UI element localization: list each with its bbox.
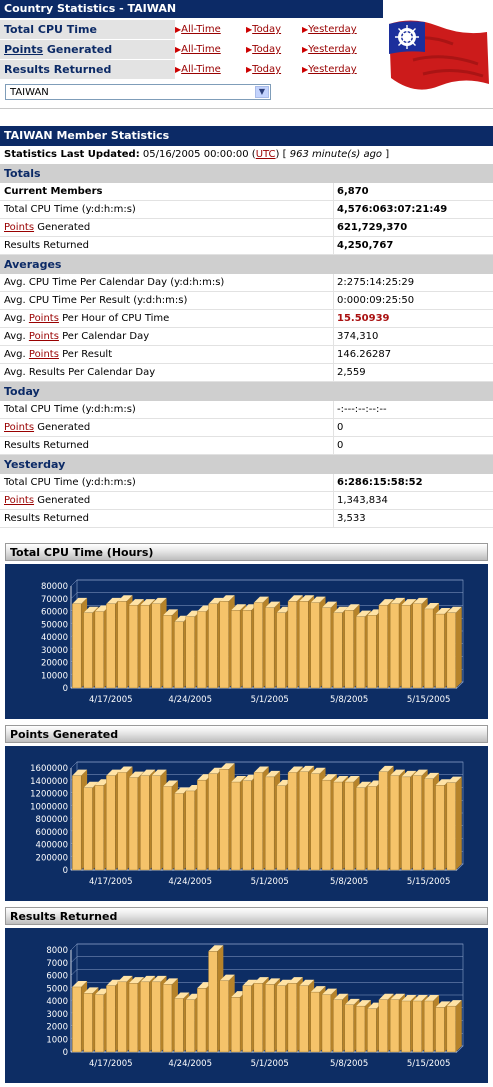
bar	[413, 604, 422, 688]
x-tick-label: 5/15/2005	[406, 877, 451, 887]
points-today-link[interactable]	[246, 40, 281, 59]
bar	[95, 995, 104, 1052]
x-tick-label: 4/24/2005	[168, 1059, 213, 1069]
points-link[interactable]: Points	[28, 313, 59, 324]
country-select[interactable]	[5, 84, 271, 100]
row-value: 4,576:063:07:21:49	[337, 204, 448, 215]
bar	[356, 617, 365, 688]
x-tick-label: 5/8/2005	[330, 1059, 369, 1069]
points-link[interactable]: Points	[28, 349, 59, 360]
bar	[277, 613, 286, 688]
y-tick-label: 20000	[40, 658, 68, 669]
x-tick-label: 5/1/2005	[250, 695, 289, 705]
row-label: Avg. Points Per Hour of CPU Time	[4, 313, 170, 324]
y-tick-label: 2000	[46, 1022, 68, 1033]
x-tick-label: 4/17/2005	[88, 877, 133, 887]
bar	[243, 781, 252, 870]
table-row	[0, 274, 493, 292]
chart-title: Points Generated	[5, 725, 488, 743]
results-all-time-link[interactable]	[175, 60, 221, 79]
results-bar-chart	[5, 928, 488, 1083]
y-tick-label: 60000	[40, 607, 68, 618]
arrow-right-icon: ▶	[175, 65, 182, 74]
bar	[84, 993, 93, 1052]
bar	[265, 608, 274, 688]
bar-side	[456, 607, 462, 688]
bar	[322, 608, 331, 688]
chart-points-generated	[0, 725, 493, 905]
bar	[288, 983, 297, 1052]
row-label: Points Generated	[4, 495, 91, 506]
bar	[436, 614, 445, 688]
bar	[345, 610, 354, 688]
y-tick-label: 200000	[35, 853, 68, 864]
chart-panel	[5, 928, 488, 1083]
table-row	[0, 419, 493, 437]
bar	[197, 612, 206, 689]
bar	[379, 772, 388, 870]
results-yesterday-text[interactable]: Yesterday	[308, 64, 357, 75]
bar	[333, 613, 342, 688]
bar	[231, 782, 240, 870]
bar	[129, 778, 138, 870]
arrow-right-icon: ▶	[246, 45, 253, 54]
row-value: 374,310	[337, 331, 379, 342]
x-tick-label: 4/24/2005	[168, 877, 213, 887]
row-value: 1,343,834	[337, 495, 388, 506]
bar	[447, 613, 456, 688]
bar	[84, 788, 93, 870]
member-stats-title: TAIWAN Member Statistics	[0, 126, 493, 146]
points-label-rest: Generated	[43, 43, 113, 56]
bar	[277, 786, 286, 870]
bar	[220, 769, 229, 870]
row-label: Avg. Points Per Calendar Day	[4, 331, 150, 342]
y-tick-label: 1000000	[30, 802, 68, 813]
bar	[163, 786, 172, 870]
stat-row-points	[0, 40, 383, 59]
row-label: Points Generated	[4, 422, 91, 433]
table-row	[0, 474, 493, 492]
bar	[140, 776, 149, 870]
bar	[220, 981, 229, 1052]
bar	[436, 785, 445, 870]
bar	[163, 984, 172, 1052]
x-tick-label: 4/17/2005	[88, 1059, 133, 1069]
bar	[197, 988, 206, 1052]
chart-results-returned	[0, 907, 493, 1087]
row-value: 3,533	[337, 513, 366, 524]
bar	[106, 776, 115, 870]
bar	[106, 604, 115, 688]
row-label: Avg. CPU Time Per Result (y:d:h:m:s)	[4, 295, 188, 306]
bar-side	[456, 1000, 462, 1052]
bar	[243, 986, 252, 1052]
row-value: 15.50939	[337, 313, 390, 324]
row-value: 4,250,767	[337, 240, 394, 251]
points-link[interactable]: Points	[4, 495, 35, 506]
bar	[356, 1006, 365, 1052]
y-tick-label: 70000	[40, 594, 68, 605]
ago-close: ]	[385, 149, 390, 160]
bar	[231, 610, 240, 688]
row-value: 6:286:15:58:52	[337, 477, 423, 488]
y-tick-label: 40000	[40, 633, 68, 643]
bar	[265, 777, 274, 870]
bar	[311, 992, 320, 1052]
bar	[390, 776, 399, 870]
x-tick-label: 5/8/2005	[330, 695, 369, 705]
table-row	[0, 310, 493, 328]
x-tick-label: 5/8/2005	[330, 877, 369, 887]
cpu-all-time-link[interactable]	[175, 20, 221, 39]
y-tick-label: 1200000	[30, 789, 68, 800]
arrow-right-icon: ▶	[175, 25, 182, 34]
last-updated: Statistics Last Updated: 05/16/2005 00:00:00 (UTC) [ 963 minute(s) ago ]	[4, 149, 390, 160]
arrow-right-icon: ▶	[175, 45, 182, 54]
bar	[118, 982, 127, 1052]
bar	[367, 786, 376, 870]
bar	[231, 997, 240, 1052]
y-tick-label: 1600000	[30, 764, 68, 774]
bar	[311, 774, 320, 870]
section-today: Today	[0, 382, 493, 401]
points-yesterday-link[interactable]	[302, 40, 357, 59]
y-tick-label: 30000	[40, 645, 68, 656]
chart-panel	[5, 746, 488, 901]
cpu-yesterday-text[interactable]: Yesterday	[308, 24, 357, 35]
bar	[118, 601, 127, 688]
x-tick-label: 4/17/2005	[88, 695, 133, 705]
points-link[interactable]: Points	[4, 43, 44, 56]
y-tick-label: 6000	[46, 971, 68, 982]
bar	[129, 605, 138, 688]
points-all-time-text[interactable]: All-Time	[181, 44, 221, 55]
table-row	[0, 219, 493, 237]
bar	[163, 615, 172, 688]
bar	[333, 1000, 342, 1052]
bar	[424, 1001, 433, 1052]
bar	[72, 776, 81, 870]
section-averages: Averages	[0, 255, 493, 274]
table-row	[0, 401, 493, 419]
bar	[197, 780, 206, 870]
x-tick-label: 5/15/2005	[406, 1059, 451, 1069]
section-totals: Totals	[0, 164, 493, 183]
row-value: 146.26287	[337, 349, 392, 360]
gridline-diag	[71, 970, 77, 976]
bar	[356, 788, 365, 870]
arrow-right-icon: ▶	[302, 45, 309, 54]
bar	[447, 783, 456, 870]
bar	[436, 1007, 445, 1052]
arrow-right-icon: ▶	[246, 65, 253, 74]
y-tick-label: 400000	[35, 840, 68, 851]
bar	[243, 610, 252, 688]
row-value: 6,870	[337, 186, 369, 197]
bar	[322, 780, 331, 870]
table-row	[0, 510, 493, 528]
points-today-text[interactable]: Today	[252, 44, 282, 55]
gridline-diag	[71, 944, 77, 950]
x-tick-label: 4/24/2005	[168, 695, 213, 705]
bar	[152, 982, 161, 1052]
row-label: Results Returned	[4, 240, 89, 251]
bar	[208, 774, 217, 870]
bar	[140, 605, 149, 688]
bar	[186, 1000, 195, 1052]
page-title: Country Statistics - TAIWAN	[0, 0, 383, 18]
y-tick-label: 10000	[40, 671, 68, 682]
y-tick-label: 600000	[35, 827, 68, 838]
bar	[367, 1009, 376, 1052]
y-tick-label: 0	[62, 1048, 68, 1058]
y-tick-label: 80000	[40, 582, 68, 592]
chart-cpu-time	[0, 543, 493, 723]
flag-image	[383, 0, 493, 108]
table-row	[0, 292, 493, 310]
results-today-link[interactable]	[246, 60, 281, 79]
row-value: 621,729,370	[337, 222, 408, 233]
y-tick-label: 1000	[46, 1035, 68, 1046]
y-tick-label: 3000	[46, 1009, 68, 1020]
gridline-diag	[71, 580, 77, 586]
row-label: Avg. CPU Time Per Calendar Day (y:d:h:m:s)	[4, 277, 225, 288]
chevron-down-icon[interactable]: ▼	[255, 86, 269, 98]
bar	[367, 615, 376, 688]
table-row	[0, 201, 493, 219]
bar	[265, 984, 274, 1052]
y-tick-label: 8000	[46, 946, 68, 956]
bar	[174, 794, 183, 871]
row-label: Current Members	[4, 186, 103, 197]
bar	[277, 986, 286, 1052]
bar-side	[456, 777, 462, 870]
bar	[299, 986, 308, 1052]
bar	[401, 1001, 410, 1052]
y-tick-label: 5000	[46, 984, 68, 995]
row-label: Total CPU Time (y:d:h:m:s)	[4, 204, 136, 215]
gridline-diag	[71, 593, 77, 599]
section-yesterday: Yesterday	[0, 455, 493, 474]
bar	[424, 609, 433, 688]
last-updated-label: Statistics Last Updated:	[4, 149, 140, 160]
cpu-all-time-text[interactable]: All-Time	[181, 24, 221, 35]
bar	[288, 601, 297, 688]
results-all-time-text[interactable]: All-Time	[181, 64, 221, 75]
y-tick-label: 1400000	[30, 776, 68, 787]
bar	[322, 995, 331, 1052]
y-tick-label: 0	[62, 684, 68, 694]
last-updated-value: 05/16/2005 00:00:00	[142, 149, 249, 160]
row-label: Results Returned	[4, 513, 89, 524]
chart-title: Total CPU Time (Hours)	[5, 543, 488, 561]
bar	[333, 782, 342, 870]
utc-link[interactable]: UTC	[255, 149, 276, 160]
gridline-diag	[71, 762, 77, 768]
y-tick-label: 4000	[46, 997, 68, 1007]
table-row	[0, 492, 493, 510]
member-statistics	[0, 126, 493, 528]
row-value: 2,559	[337, 367, 366, 378]
bar	[254, 983, 263, 1052]
table-row	[0, 237, 493, 255]
bar	[413, 776, 422, 870]
arrow-right-icon: ▶	[246, 25, 253, 34]
table-row	[0, 183, 493, 201]
row-label: Avg. Results Per Calendar Day	[4, 367, 156, 378]
x-tick-label: 5/1/2005	[250, 877, 289, 887]
bar	[152, 604, 161, 688]
y-tick-label: 50000	[40, 620, 68, 631]
bar	[220, 601, 229, 688]
bar	[84, 613, 93, 688]
bar	[72, 987, 81, 1052]
y-tick-label: 0	[62, 866, 68, 876]
bar	[140, 982, 149, 1052]
bar	[208, 951, 217, 1052]
stat-label-points	[0, 40, 175, 59]
bar	[424, 779, 433, 870]
row-value: -:---:--:--:--	[337, 404, 387, 415]
bar	[413, 1001, 422, 1052]
row-value: 0	[337, 440, 344, 451]
bar	[345, 782, 354, 870]
results-yesterday-link[interactable]	[302, 60, 357, 79]
header-divider	[0, 108, 493, 109]
cpu-yesterday-link[interactable]	[302, 20, 357, 39]
bar	[401, 777, 410, 870]
table-row	[0, 328, 493, 346]
bar	[379, 605, 388, 688]
y-tick-label: 800000	[35, 815, 68, 825]
ago-value: 963 minute(s) ago	[289, 149, 383, 160]
points-link[interactable]: Points	[4, 422, 35, 433]
bar	[208, 604, 217, 688]
bar	[299, 772, 308, 870]
stat-label-cpu: Total CPU Time	[0, 20, 175, 39]
cpu-time-bar-chart	[5, 564, 488, 719]
results-today-text[interactable]: Today	[252, 64, 282, 75]
arrow-right-icon: ▶	[302, 65, 309, 74]
row-label: Results Returned	[4, 440, 89, 451]
table-row	[0, 364, 493, 382]
points-link[interactable]: Points	[4, 222, 35, 233]
bar	[95, 612, 104, 689]
bar	[95, 785, 104, 870]
bar	[186, 791, 195, 870]
bar	[129, 983, 138, 1052]
table-row	[0, 346, 493, 364]
country-select-value: TAIWAN	[10, 87, 49, 98]
row-value: 0:000:09:25:50	[337, 295, 415, 306]
bar	[118, 772, 127, 870]
row-label: Total CPU Time (y:d:h:m:s)	[4, 477, 136, 488]
bar	[390, 1000, 399, 1052]
country-header	[0, 0, 493, 108]
ago-open: [	[282, 149, 287, 160]
bar	[254, 603, 263, 688]
bar	[379, 1000, 388, 1052]
bar	[401, 605, 410, 688]
bar	[174, 998, 183, 1052]
x-tick-label: 5/1/2005	[250, 1059, 289, 1069]
points-link[interactable]: Points	[28, 331, 59, 342]
row-label: Points Generated	[4, 222, 91, 233]
chart-title: Results Returned	[5, 907, 488, 925]
stat-row-results	[0, 60, 383, 79]
row-label: Total CPU Time (y:d:h:m:s)	[4, 404, 136, 415]
stat-label-results: Results Returned	[0, 60, 175, 79]
cpu-today-text[interactable]: Today	[252, 24, 282, 35]
row-value: 2:275:14:25:29	[337, 277, 415, 288]
bar	[288, 772, 297, 870]
bar	[311, 603, 320, 688]
bar	[447, 1006, 456, 1052]
points-yesterday-text[interactable]: Yesterday	[308, 44, 357, 55]
chart-panel	[5, 564, 488, 719]
points-all-time-link[interactable]	[175, 40, 221, 59]
bar	[299, 601, 308, 688]
bar	[174, 622, 183, 688]
arrow-right-icon: ▶	[302, 25, 309, 34]
gridline-diag	[71, 957, 77, 963]
bar	[72, 604, 81, 688]
row-label: Avg. Points Per Result	[4, 349, 113, 360]
row-value: 0	[337, 422, 344, 433]
bar	[254, 772, 263, 870]
bar	[345, 1005, 354, 1052]
bar	[186, 617, 195, 688]
bar	[390, 604, 399, 688]
x-tick-label: 5/15/2005	[406, 695, 451, 705]
stat-row-cpu	[0, 20, 383, 39]
points-bar-chart	[5, 746, 488, 901]
y-tick-label: 7000	[46, 958, 68, 969]
cpu-today-link[interactable]	[246, 20, 281, 39]
table-row	[0, 437, 493, 455]
bar	[152, 776, 161, 870]
bar	[106, 986, 115, 1052]
